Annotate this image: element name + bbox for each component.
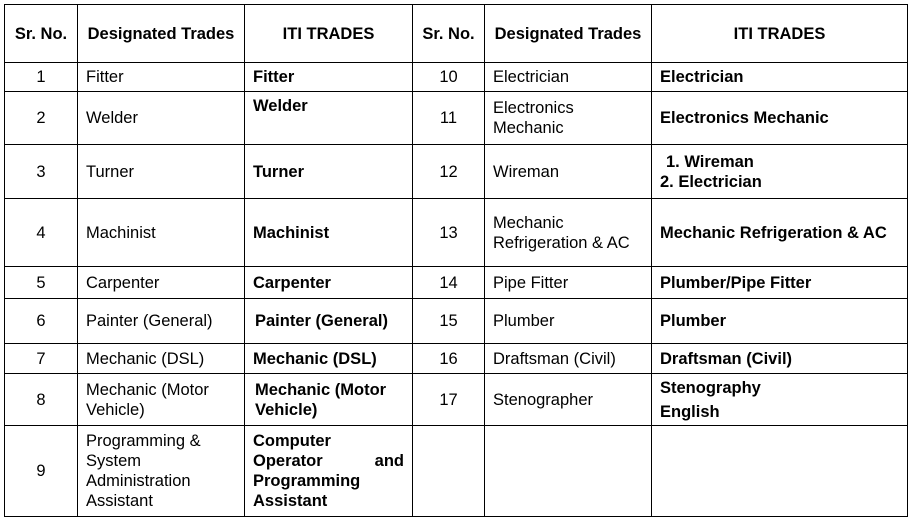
- iti-trade-cell: [652, 426, 908, 517]
- iti-trade-cell: Machinist: [245, 199, 413, 267]
- iti-trade-cell: Plumber/Pipe Fitter: [652, 267, 908, 299]
- iti-trade-word: and: [374, 452, 404, 470]
- designated-trade-cell: Fitter: [78, 63, 245, 92]
- iti-trade-line: Assistant: [253, 492, 328, 510]
- header-row: [5, 5, 908, 63]
- sr-no-cell: 10: [413, 63, 485, 92]
- iti-trade-cell: Mechanic Refrigeration & AC: [652, 199, 908, 267]
- iti-trade-word: Operator: [253, 452, 323, 470]
- designated-trade-cell: Programming & System Administration Assistant: [78, 426, 245, 517]
- designated-trade-cell: Welder: [78, 92, 245, 145]
- iti-trade-cell: Draftsman (Civil): [652, 344, 908, 374]
- sr-no-cell: 17: [413, 374, 485, 426]
- header-iti-trades: ITI TRADES: [652, 5, 908, 63]
- designated-trade-cell: Plumber: [485, 299, 652, 344]
- table-row: [5, 374, 908, 426]
- sr-no-cell: 1: [5, 63, 78, 92]
- iti-trade-cell: Painter (General): [245, 299, 413, 344]
- designated-trade-cell: Turner: [78, 145, 245, 199]
- designated-trade-cell: Electrician: [485, 63, 652, 92]
- iti-trade-cell: Carpenter: [245, 267, 413, 299]
- designated-trade-cell: Painter (General): [78, 299, 245, 344]
- sr-no-cell: 8: [5, 374, 78, 426]
- iti-trade-cell: Electrician: [652, 63, 908, 92]
- sr-no-cell: 3: [5, 145, 78, 199]
- table-row: [5, 92, 908, 145]
- iti-trade-cell: [652, 145, 908, 199]
- table-row: [5, 426, 908, 517]
- header-designated-trades: Designated Trades: [78, 5, 245, 63]
- header-sr-no: Sr. No.: [413, 5, 485, 63]
- designated-trade-cell: Mechanic Refrigeration & AC: [485, 199, 652, 267]
- iti-trade-line: Programming: [253, 472, 361, 490]
- iti-trade-cell: Mechanic (DSL): [245, 344, 413, 374]
- designated-trade-cell: Draftsman (Civil): [485, 344, 652, 374]
- iti-trades-table: [4, 4, 908, 517]
- iti-trade-cell: Welder: [245, 92, 413, 145]
- header-designated-trades: Designated Trades: [485, 5, 652, 63]
- header-iti-trades: ITI TRADES: [245, 5, 413, 63]
- sr-no-cell: 5: [5, 267, 78, 299]
- designated-trade-cell: Mechanic (Motor Vehicle): [78, 374, 245, 426]
- designated-trade-cell: Electronics Mechanic: [485, 92, 652, 145]
- sr-no-cell: 11: [413, 92, 485, 145]
- sr-no-cell: 6: [5, 299, 78, 344]
- iti-trade-cell: Electronics Mechanic: [652, 92, 908, 145]
- sr-no-cell: [413, 426, 485, 517]
- designated-trade-cell: Carpenter: [78, 267, 245, 299]
- table-row: [5, 267, 908, 299]
- iti-trade-cell: Turner: [245, 145, 413, 199]
- sr-no-cell: 4: [5, 199, 78, 267]
- iti-trade-line: Computer: [253, 432, 331, 450]
- iti-trade-line: [253, 451, 404, 471]
- header-sr-no: Sr. No.: [5, 5, 78, 63]
- iti-trade-line: English: [660, 402, 720, 421]
- iti-trade-cell: Fitter: [245, 63, 413, 92]
- iti-trade-line: 1. Wireman: [666, 152, 754, 171]
- table-row: [5, 344, 908, 374]
- designated-trade-cell: Machinist: [78, 199, 245, 267]
- sr-no-cell: 9: [5, 426, 78, 517]
- iti-trade-cell: [652, 374, 908, 426]
- iti-trade-cell: [245, 426, 413, 517]
- sr-no-cell: 16: [413, 344, 485, 374]
- sr-no-cell: 13: [413, 199, 485, 267]
- table-row: [5, 63, 908, 92]
- designated-trade-cell: Mechanic (DSL): [78, 344, 245, 374]
- sr-no-cell: 2: [5, 92, 78, 145]
- sr-no-cell: 15: [413, 299, 485, 344]
- iti-trade-line: 2. Electrician: [660, 172, 762, 191]
- table-row: [5, 199, 908, 267]
- designated-trade-cell: Wireman: [485, 145, 652, 199]
- designated-trade-cell: Pipe Fitter: [485, 267, 652, 299]
- sr-no-cell: 12: [413, 145, 485, 199]
- table-row: [5, 145, 908, 199]
- iti-trade-cell: Mechanic (Motor Vehicle): [245, 374, 413, 426]
- designated-trade-cell: Stenographer: [485, 374, 652, 426]
- sr-no-cell: 14: [413, 267, 485, 299]
- designated-trade-cell: [485, 426, 652, 517]
- table-row: [5, 299, 908, 344]
- sr-no-cell: 7: [5, 344, 78, 374]
- iti-trade-cell: Plumber: [652, 299, 908, 344]
- iti-trade-line: Stenography: [660, 378, 761, 397]
